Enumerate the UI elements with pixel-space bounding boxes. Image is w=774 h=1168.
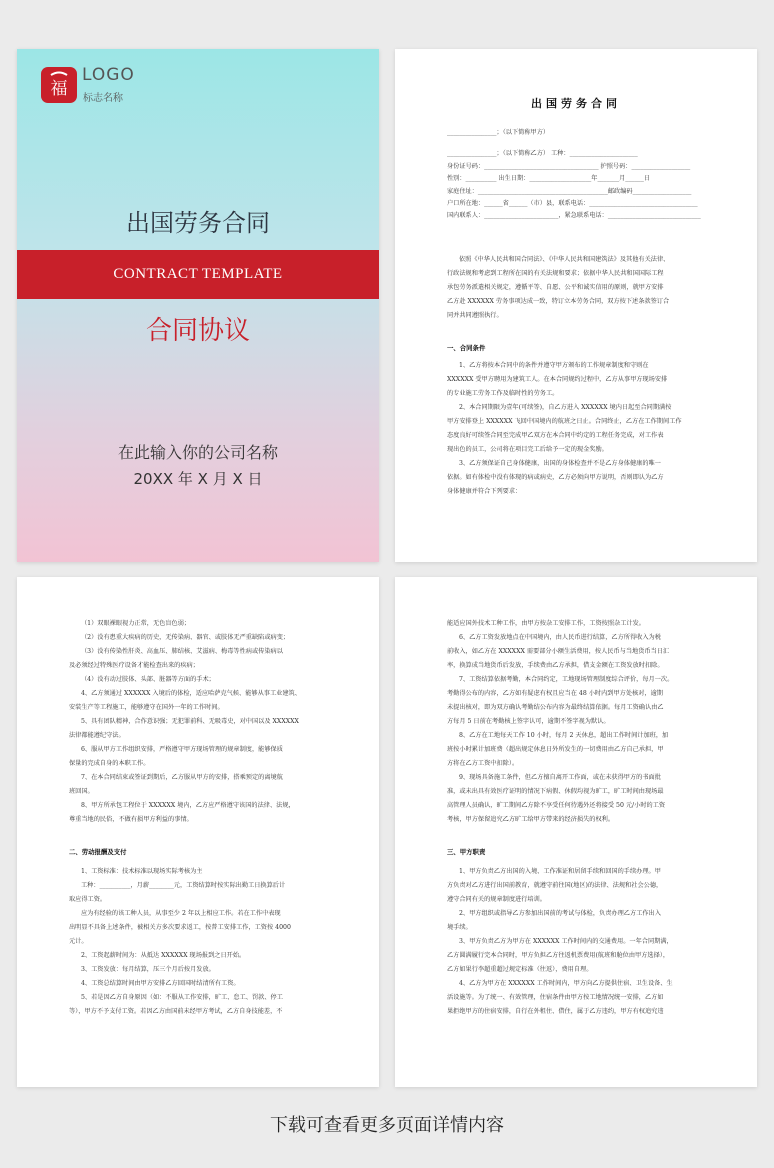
text-line: 方将在乙方工资中扣除）。 xyxy=(447,760,519,767)
field-line: ________________；（以下简称甲方） xyxy=(447,129,550,136)
cover-date: 20XX 年 X 月 X 日 xyxy=(133,470,263,488)
field-line: 户口所在地：______省______（市）县，联系电话：___________________________________ xyxy=(447,200,698,208)
cover-page xyxy=(17,49,379,562)
text-line: 遵守合同有关的规章制度进行培训。 xyxy=(447,896,546,903)
text-line: 班回国。 xyxy=(69,788,94,795)
text-line: 5、若是因乙方自身原因（如：不服从工作安排，旷工、怠工、罚款、停工 xyxy=(81,994,283,1001)
text-line: 依据。如有体检中没有体现的病或病史，乙方必须向甲方说明，否则即认为乙方 xyxy=(447,474,664,481)
text-line: 考勤得公布的内容，乙方如有疑虑有权且应当在 48 小时内到甲方处核对，逾期 xyxy=(447,690,663,697)
band-text: CONTRACT TEMPLATE xyxy=(113,266,283,282)
text-line: 4、乙方为甲方在 XXXXXX 工作时间内，甲方向乙方提供住宿、卫生设备、生 xyxy=(459,980,673,987)
field-line: 国内联系人：________________________，紧急联系电话：______________________________ xyxy=(447,212,701,220)
text-line: 出明显不具备上述条件，被相关方多次要求返工，按普工安排工作，工资按 4000 xyxy=(69,924,291,931)
text-line: （4）没有动过肢体、头部、脏器等方面的手术； xyxy=(81,676,215,683)
text-line: 的专业施工劳务工作及临时性的劳务工。 xyxy=(447,390,559,397)
party-fields xyxy=(447,127,709,223)
cover-subtitle: 合同协议 xyxy=(145,316,250,346)
text-line: 承包劳务派遣相关规定，遵循平等、自愿、公平和诚实信用的原则，就甲方安排 xyxy=(447,284,664,291)
text-line: 2、甲方组织或指导乙方参加出国前的考试与体检，负责办理乙方工作出入 xyxy=(459,910,661,917)
text-line: 甲方安排登上 XXXXXX 飞回中国境内的航班之日止。合同终止，乙方在工作期间工作 xyxy=(447,418,682,425)
text-line: 取应得工资。 xyxy=(69,896,107,903)
text-line: 高管理人员确认，旷工期间乙方除不享受任何待遇外还将接受 50 元/小时的工资 xyxy=(447,802,666,809)
text-line: 6、乙方工资发放地点在中国境内，由人民币进行结算，乙方所得收入为税 xyxy=(459,634,661,641)
text-line: 乙方圆满履行完本合同时，甲方负担乙方往返机票费用(航班和舱位由甲方选择）， xyxy=(447,952,670,959)
text-line: 5、具有团队精神，合作意识强；无犯罪前科、无吸毒史，对中国以及 XXXXXX xyxy=(81,718,299,725)
text-line: 2、本合同期限为壹年(可续签)，自乙方进入 XXXXXX 境内日起至合同期满按 xyxy=(459,404,672,411)
text-line: 同并共同遵照执行。 xyxy=(447,312,503,319)
logo-title: LOGO xyxy=(82,65,135,85)
text-line: 等），甲方不予支付工资。若因乙方由国前未经甲方考试，乙方自身技能差，不 xyxy=(69,1008,283,1015)
cover-band xyxy=(17,250,379,299)
text-line: 班按小时累计加班费（超出规定休息日外所发生的一切费用由乙方自己承担，甲 xyxy=(447,746,664,753)
text-line: 3、甲方负责乙方为甲方在 XXXXXX 工作时间内的交通费用。一年合同期满， xyxy=(459,938,673,945)
text-line: 活设施等。为了统一、有效管理，住宿条件由甲方按工地情况统一安排，乙方如 xyxy=(447,994,664,1001)
text-line: 依照《中华人民共和国合同法》、《中华人民共和国建筑法》及其他有关法律、 xyxy=(459,256,670,263)
text-line: 果拒绝甲方的住宿安排，自行在外租住、借住，属于乙方违约，甲方有权追究违 xyxy=(447,1008,664,1015)
text-line: （1）双眼裸眼视力正常，无色盲色弱； xyxy=(81,620,191,627)
text-line: 率，换算成当地货币后发放，手续费由乙方承担，借支金额在工资发放时扣除。 xyxy=(447,662,664,669)
doc-title: 出国劳务合同 xyxy=(531,97,621,110)
text-line: 安装生产等工程施工，能够遵守在国外一年的工作时间。 xyxy=(69,704,224,711)
text-line: 1、甲方负责乙方出国的入境、工作准证和居留手续和回国的手续办理。甲 xyxy=(459,868,661,875)
logo-subtitle: 标志名称 xyxy=(83,93,123,104)
contract-page-2 xyxy=(17,577,379,1087)
text-line: 4、乙方须通过 XXXXXX 入境后的体检，适应哈萨克气候、能够从事工业建筑、 xyxy=(81,690,301,697)
text-line: 身体健康并符合下列要求： xyxy=(447,488,522,495)
text-line: 1、乙方将按本合同中的条件并遵守甲方颁布的工作规章制度和守则在 xyxy=(459,362,649,369)
text-line: 境手续。 xyxy=(447,924,472,931)
spacer xyxy=(447,139,709,148)
text-line: 考核，甲方保留追究乙方旷工给甲方带来的经济损失的权利。 xyxy=(447,816,615,823)
text-line: 前收入，如乙方在 XXXXXX 需要部分小额生活费用，按人民币与当地货币当日汇 xyxy=(447,648,670,655)
text-line: 乙方赴 XXXXXX 劳务事项达成一致，特订立本劳务合同，双方按下述条款签订合 xyxy=(447,298,670,305)
payment-continued xyxy=(447,617,709,827)
text-line: 3、工资发放：每月结算，压三个月后按月发放。 xyxy=(81,966,215,973)
text-line: 6、服从甲方工作组织安排，严格遵守甲方现场管理的规章制度，能够保质 xyxy=(81,746,283,753)
text-line: 工种：__________，月薪________元，工资结算时按实际出勤工日换算后计 xyxy=(81,882,286,889)
section-heading: 二、劳动报酬及支付 xyxy=(69,848,127,856)
text-line: 保量的完成自身的本职工作。 xyxy=(69,760,150,767)
field-line: 家庭住址：__________________________________________邮政编码___________________ xyxy=(447,187,692,195)
cover-title: 出国劳务合同 xyxy=(126,209,270,237)
text-line: 方负责对乙方进行出国前教育，就遵守前往国(地区)的法律、法规和社会公德， xyxy=(447,882,663,889)
text-line: XXXXXX 受甲方聘用为建筑工人。在本合同规约过程中，乙方从事甲方现场安排 xyxy=(447,376,668,383)
text-line: 7、工资结算依据考勤，本合同约定，工地现场管理制度综合评价，每月一次。 xyxy=(459,676,674,683)
text-line: 2、工资起薪时间为：从抵达 XXXXXX 现场报到之日开始。 xyxy=(81,952,246,959)
text-line: 乙方如果行李超重超过规定标准（往返），费用自理。 xyxy=(447,966,593,973)
text-line: 行政法规和考虑到工程所在国的有关法规和要求；依据中华人民共和国国际工程 xyxy=(447,270,664,277)
text-line: 及必须经过特殊医疗设备才能检查出来的疾病； xyxy=(69,662,199,669)
text-line: 7、在本合同结束或签证到期后，乙方服从甲方的安排，搭乘预定的离境航 xyxy=(81,774,283,781)
company-name: 在此输入你的公司名称 xyxy=(117,443,278,462)
section-2 xyxy=(69,841,331,1019)
text-line: 应为有经验的该工种人员，从事至少 2 年以上相应工作。若在工作中表现 xyxy=(81,910,281,917)
text-line: 方每月 5 日前在考勤核上签字认可，逾期不签字视为默认。 xyxy=(447,718,610,725)
text-line: 元计。 xyxy=(69,938,88,945)
text-line: 法律都能遵纪守法。 xyxy=(69,732,125,739)
text-line: 4、工资总结算时间由甲方安排乙方回国时结清所有工资。 xyxy=(81,980,240,987)
text-line: 8、乙方在工地每天工作 10 小时，每月 2 天休息，超出工作时间计加班，加 xyxy=(459,732,669,739)
logo-mark xyxy=(41,67,77,103)
field-line: ________________；（以下简称乙方） 工种：______________________ xyxy=(447,150,638,158)
conditions-continued xyxy=(69,617,331,827)
text-line: （2）没有患重大疾病的历史，无传染病、器官、或肢体无严重缺陷或病变； xyxy=(81,634,290,641)
logo-glyph: 福 xyxy=(50,79,68,99)
field-line: 身份证号码：_____________________________________ 护照号码：___________________ xyxy=(447,162,691,170)
text-line: 尊重当地的民俗，不做有损甲方利益的事情。 xyxy=(69,816,193,823)
field-line: 性别：__________ 出生日期：____________________年_______月______日 xyxy=(447,175,651,183)
footer-caption: 下载可查看更多页面详情内容 xyxy=(270,1115,504,1136)
text-line: 态度良好可续签合同至完成甲乙双方在本合同中约定的工程任务完成，对工作表 xyxy=(447,432,664,439)
text-line: 未提出核对，即为双方确认考勤结公布内容为最终结算依据。每月工资确认由乙 xyxy=(447,704,664,711)
text-line: 能适应国外技术工种工作，由甲方按杂工安排工作，工资按照杂工计发。 xyxy=(447,620,645,627)
section-heading: 三、甲方职责 xyxy=(447,848,486,856)
text-line: （3）没有传染性肝炎、高血压、肺结核、艾滋病、梅毒等性病或传染病以 xyxy=(81,648,283,655)
section-1 xyxy=(447,337,709,499)
section-3 xyxy=(447,841,709,1019)
section-heading: 一、合同条件 xyxy=(447,344,486,352)
contract-page-1 xyxy=(395,49,757,562)
intro-paragraph xyxy=(447,253,709,323)
text-line: 3、乙方须保证自己身体健康，出国的身体检查并不是乙方身体健康的唯一 xyxy=(459,460,661,467)
text-line: 准，或未出具有效医疗证明的情况下病假、休假均视为旷工，旷工时间由现场最 xyxy=(447,788,664,795)
contract-page-3 xyxy=(395,577,757,1087)
text-line: 1、工资标准：技术标准以现场实际考核为主 xyxy=(81,868,203,875)
text-line: 9、现场具备施工条件，但乙方擅自离开工作面，或在未获得甲方的书面批 xyxy=(459,774,661,781)
seal-icon xyxy=(41,67,77,103)
text-line: 现出色的员工，公司将在项目完工后给予一定的现金奖励。 xyxy=(447,446,608,453)
text-line: 8、甲方所承包工程位于 XXXXXX 境内，乙方应严格遵守该国的法律、法规， xyxy=(81,802,295,809)
